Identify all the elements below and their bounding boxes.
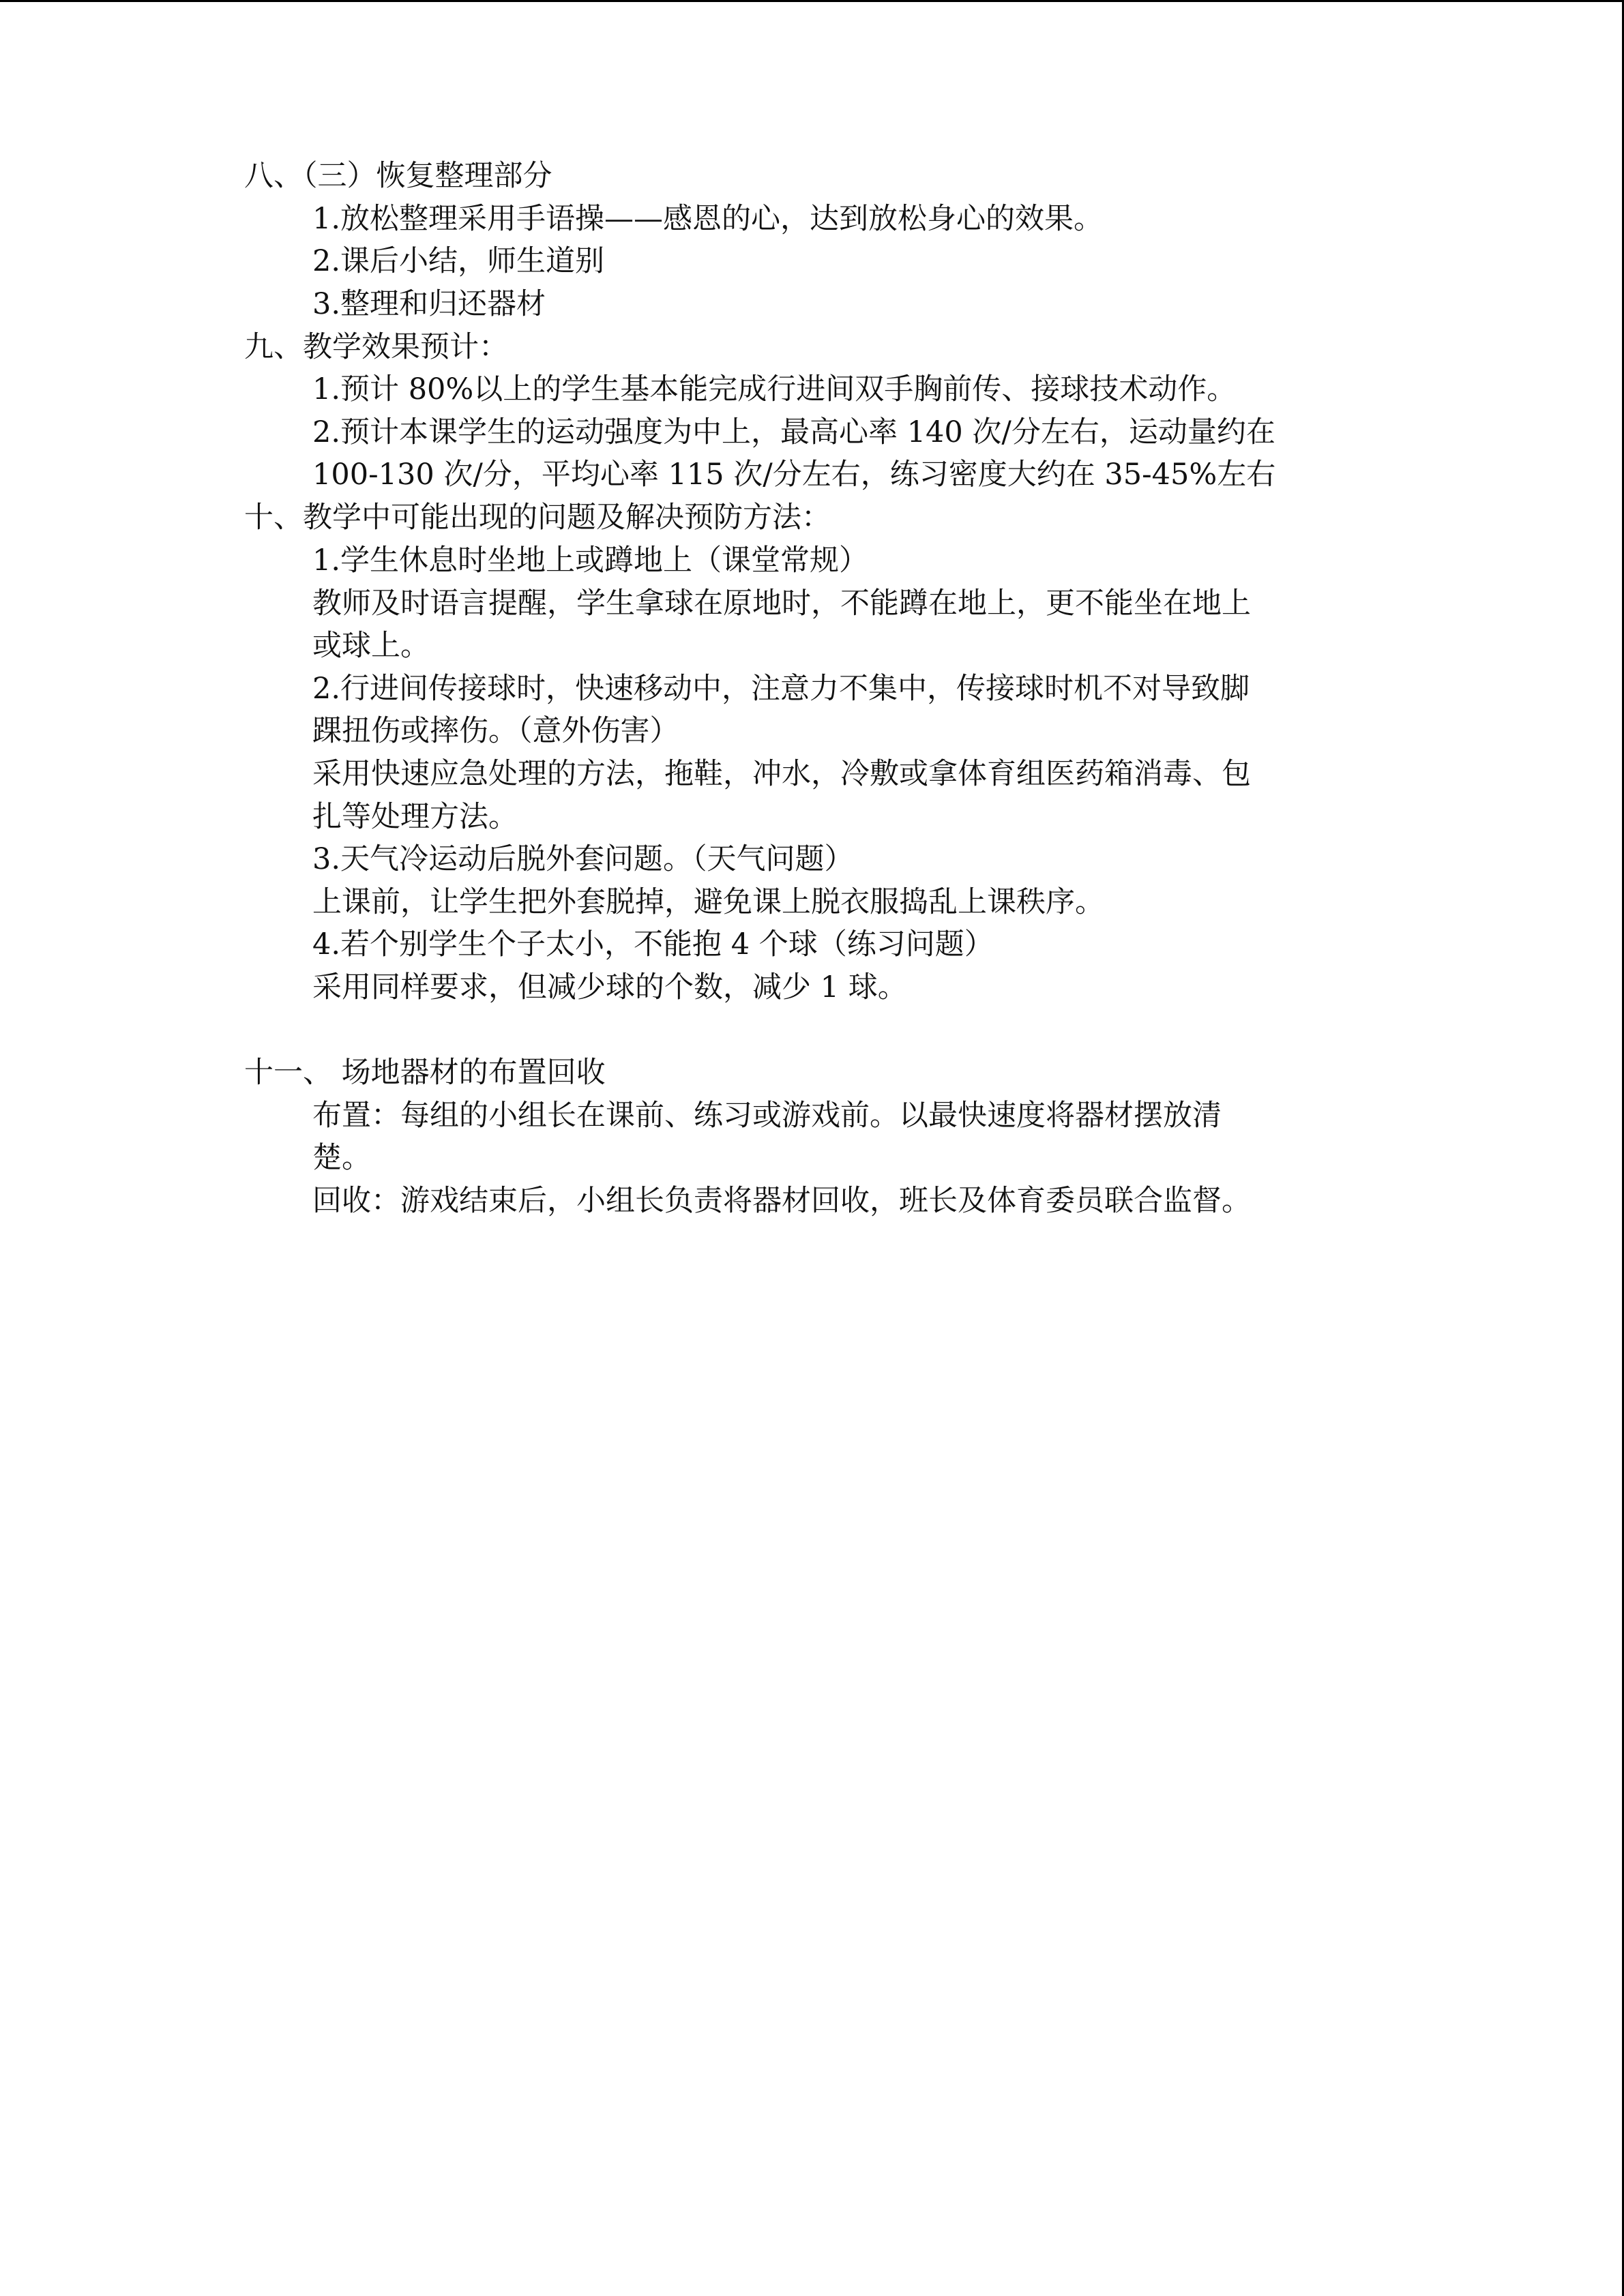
section-10-item-3: 3.天气冷运动后脱外套问题。（天气问题） [312,842,854,876]
section-11-layout-cont: 楚。 [312,1141,371,1175]
section-9-item-2-cont: 100-130 次/分，平均心率 115 次/分左右，练习密度大约在 35-45%左右 [312,458,1276,492]
section-10-item-2-cont: 踝扭伤或摔伤。（意外伤害） [312,714,679,748]
section-9-item-2: 2.预计本课学生的运动强度为中上，最高心率 140 次/分左右，运动量约在 [312,415,1275,449]
section-8-item-3: 3.整理和归还器材 [312,287,546,321]
section-9-heading: 九、教学效果预计： [244,330,508,364]
section-9-item-1: 1.预计 80%以上的学生基本能完成行进间双手胸前传、接球技术动作。 [312,372,1237,406]
section-10-heading: 十、教学中可能出现的问题及解决预防方法： [244,501,831,535]
section-10-item-3-solution: 上课前，让学生把外套脱掉，避免课上脱衣服捣乱上课秩序。 [312,885,1104,919]
section-10-item-4-solution: 采用同样要求，但减少球的个数，减少 1 球。 [312,970,907,1004]
section-10-item-2: 2.行进间传接球时，快速移动中，注意力不集中，传接球时机不对导致脚 [312,672,1250,706]
section-8-item-1: 1.放松整理采用手语操——感恩的心，达到放松身心的效果。 [312,202,1104,236]
section-10-item-2-solution-cont: 扎等处理方法。 [312,800,518,834]
section-11-heading: 十一、 场地器材的布置回收 [244,1056,606,1090]
section-10-item-1-solution: 教师及时语言提醒，学生拿球在原地时，不能蹲在地上，更不能坐在地上 [312,586,1251,621]
section-10-item-4: 4.若个别学生个子太小，不能抱 4 个球（练习问题） [312,927,994,961]
section-11-recovery: 回收：游戏结束后，小组长负责将器材回收，班长及体育委员联合监督。 [312,1184,1251,1218]
section-11-layout: 布置：每组的小组长在课前、练习或游戏前。以最快速度将器材摆放清 [312,1099,1222,1133]
section-8-item-2: 2.课后小结，师生道别 [312,244,605,278]
section-10-item-1: 1.学生休息时坐地上或蹲地上（课堂常规） [312,543,869,578]
section-10-item-2-solution: 采用快速应急处理的方法，拖鞋，冲水，冷敷或拿体育组医药箱消毒、包 [312,757,1251,791]
section-10-item-1-solution-cont: 或球上。 [312,629,430,663]
section-8-heading: 八、（三）恢复整理部分 [244,159,552,193]
